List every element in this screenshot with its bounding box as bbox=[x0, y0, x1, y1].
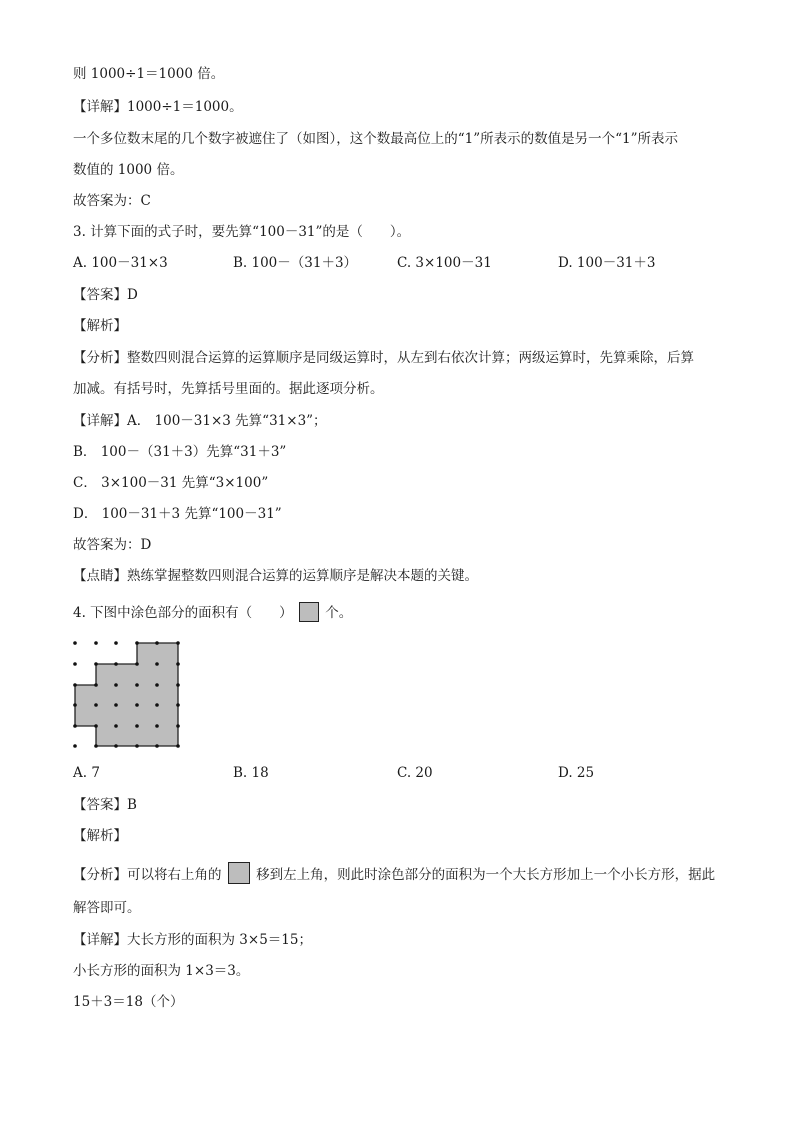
q3-option-d: D. 100－31＋3 bbox=[558, 255, 656, 271]
q4-option-b: B. 18 bbox=[233, 765, 269, 781]
text-line: 小长方形的面积为 1×3＝3。 bbox=[73, 963, 250, 979]
text-line: 【详解】大长方形的面积为 3×5＝15； bbox=[73, 932, 312, 948]
text-line: B． 100－（31＋3）先算“31＋3” bbox=[73, 444, 287, 460]
analysis-text-end: 移到左上角，则此时涂色部分的面积为一个大长方形加上一个小长方形，据此 bbox=[256, 867, 716, 883]
analysis-line bbox=[73, 862, 715, 885]
text-line: 【点睛】熟练掌握整数四则混合运算的运算顺序是解决本题的关键。 bbox=[73, 568, 478, 584]
answer-label: 【答案】D bbox=[73, 287, 138, 303]
answer-label: 【答案】B bbox=[73, 797, 137, 813]
unit-square-icon bbox=[299, 602, 319, 622]
unit-square-icon bbox=[228, 862, 250, 884]
text-line: 数值的 1000 倍。 bbox=[73, 162, 184, 178]
text-line: 【详解】1000÷1＝1000。 bbox=[73, 99, 243, 115]
text-line: 则 1000÷1＝1000 倍。 bbox=[73, 66, 225, 82]
text-line: 故答案为：C bbox=[73, 193, 151, 209]
text-line: D． 100－31＋3 先算“100－31” bbox=[73, 506, 282, 522]
q4-option-d: D. 25 bbox=[558, 765, 595, 781]
q3-option-c: C. 3×100－31 bbox=[397, 255, 492, 271]
text-line: 【分析】整数四则混合运算的运算顺序是同级运算时，从左到右依次计算；两级运算时，先算乘除，后算 bbox=[73, 350, 694, 366]
q3-option-b: B. 100－（31＋3） bbox=[233, 255, 358, 271]
text-line: C． 3×100－31 先算“3×100” bbox=[73, 475, 269, 491]
q4-option-c: C. 20 bbox=[397, 765, 433, 781]
q4-text-end: 个。 bbox=[325, 605, 353, 621]
dot-grid-figure bbox=[66, 636, 191, 754]
analysis-label: 【解析】 bbox=[73, 828, 127, 844]
question-3: 3. 计算下面的式子时，要先算“100－31”的是（ ）。 bbox=[73, 224, 411, 240]
question-4 bbox=[73, 602, 352, 623]
analysis-label: 【解析】 bbox=[73, 318, 127, 334]
text-line: 解答即可。 bbox=[73, 900, 141, 916]
q3-option-a: A. 100－31×3 bbox=[73, 255, 168, 271]
q4-text: 4. 下图中涂色部分的面积有（ ） bbox=[73, 605, 293, 621]
text-line: 一个多位数末尾的几个数字被遮住了（如图），这个数最高位上的“1”所表示的数值是另一个“1”所表示 bbox=[73, 131, 679, 147]
text-line: 故答案为：D bbox=[73, 537, 152, 553]
text-line: 15＋3＝18（个） bbox=[73, 994, 184, 1010]
text-line: 加减。有括号时，先算括号里面的。据此逐项分析。 bbox=[73, 381, 384, 397]
q4-option-a: A. 7 bbox=[73, 765, 100, 781]
analysis-text: 【分析】可以将右上角的 bbox=[73, 867, 222, 883]
text-line: 【详解】A． 100－31×3 先算“31×3”； bbox=[73, 413, 327, 429]
shaded-region bbox=[75, 643, 178, 746]
